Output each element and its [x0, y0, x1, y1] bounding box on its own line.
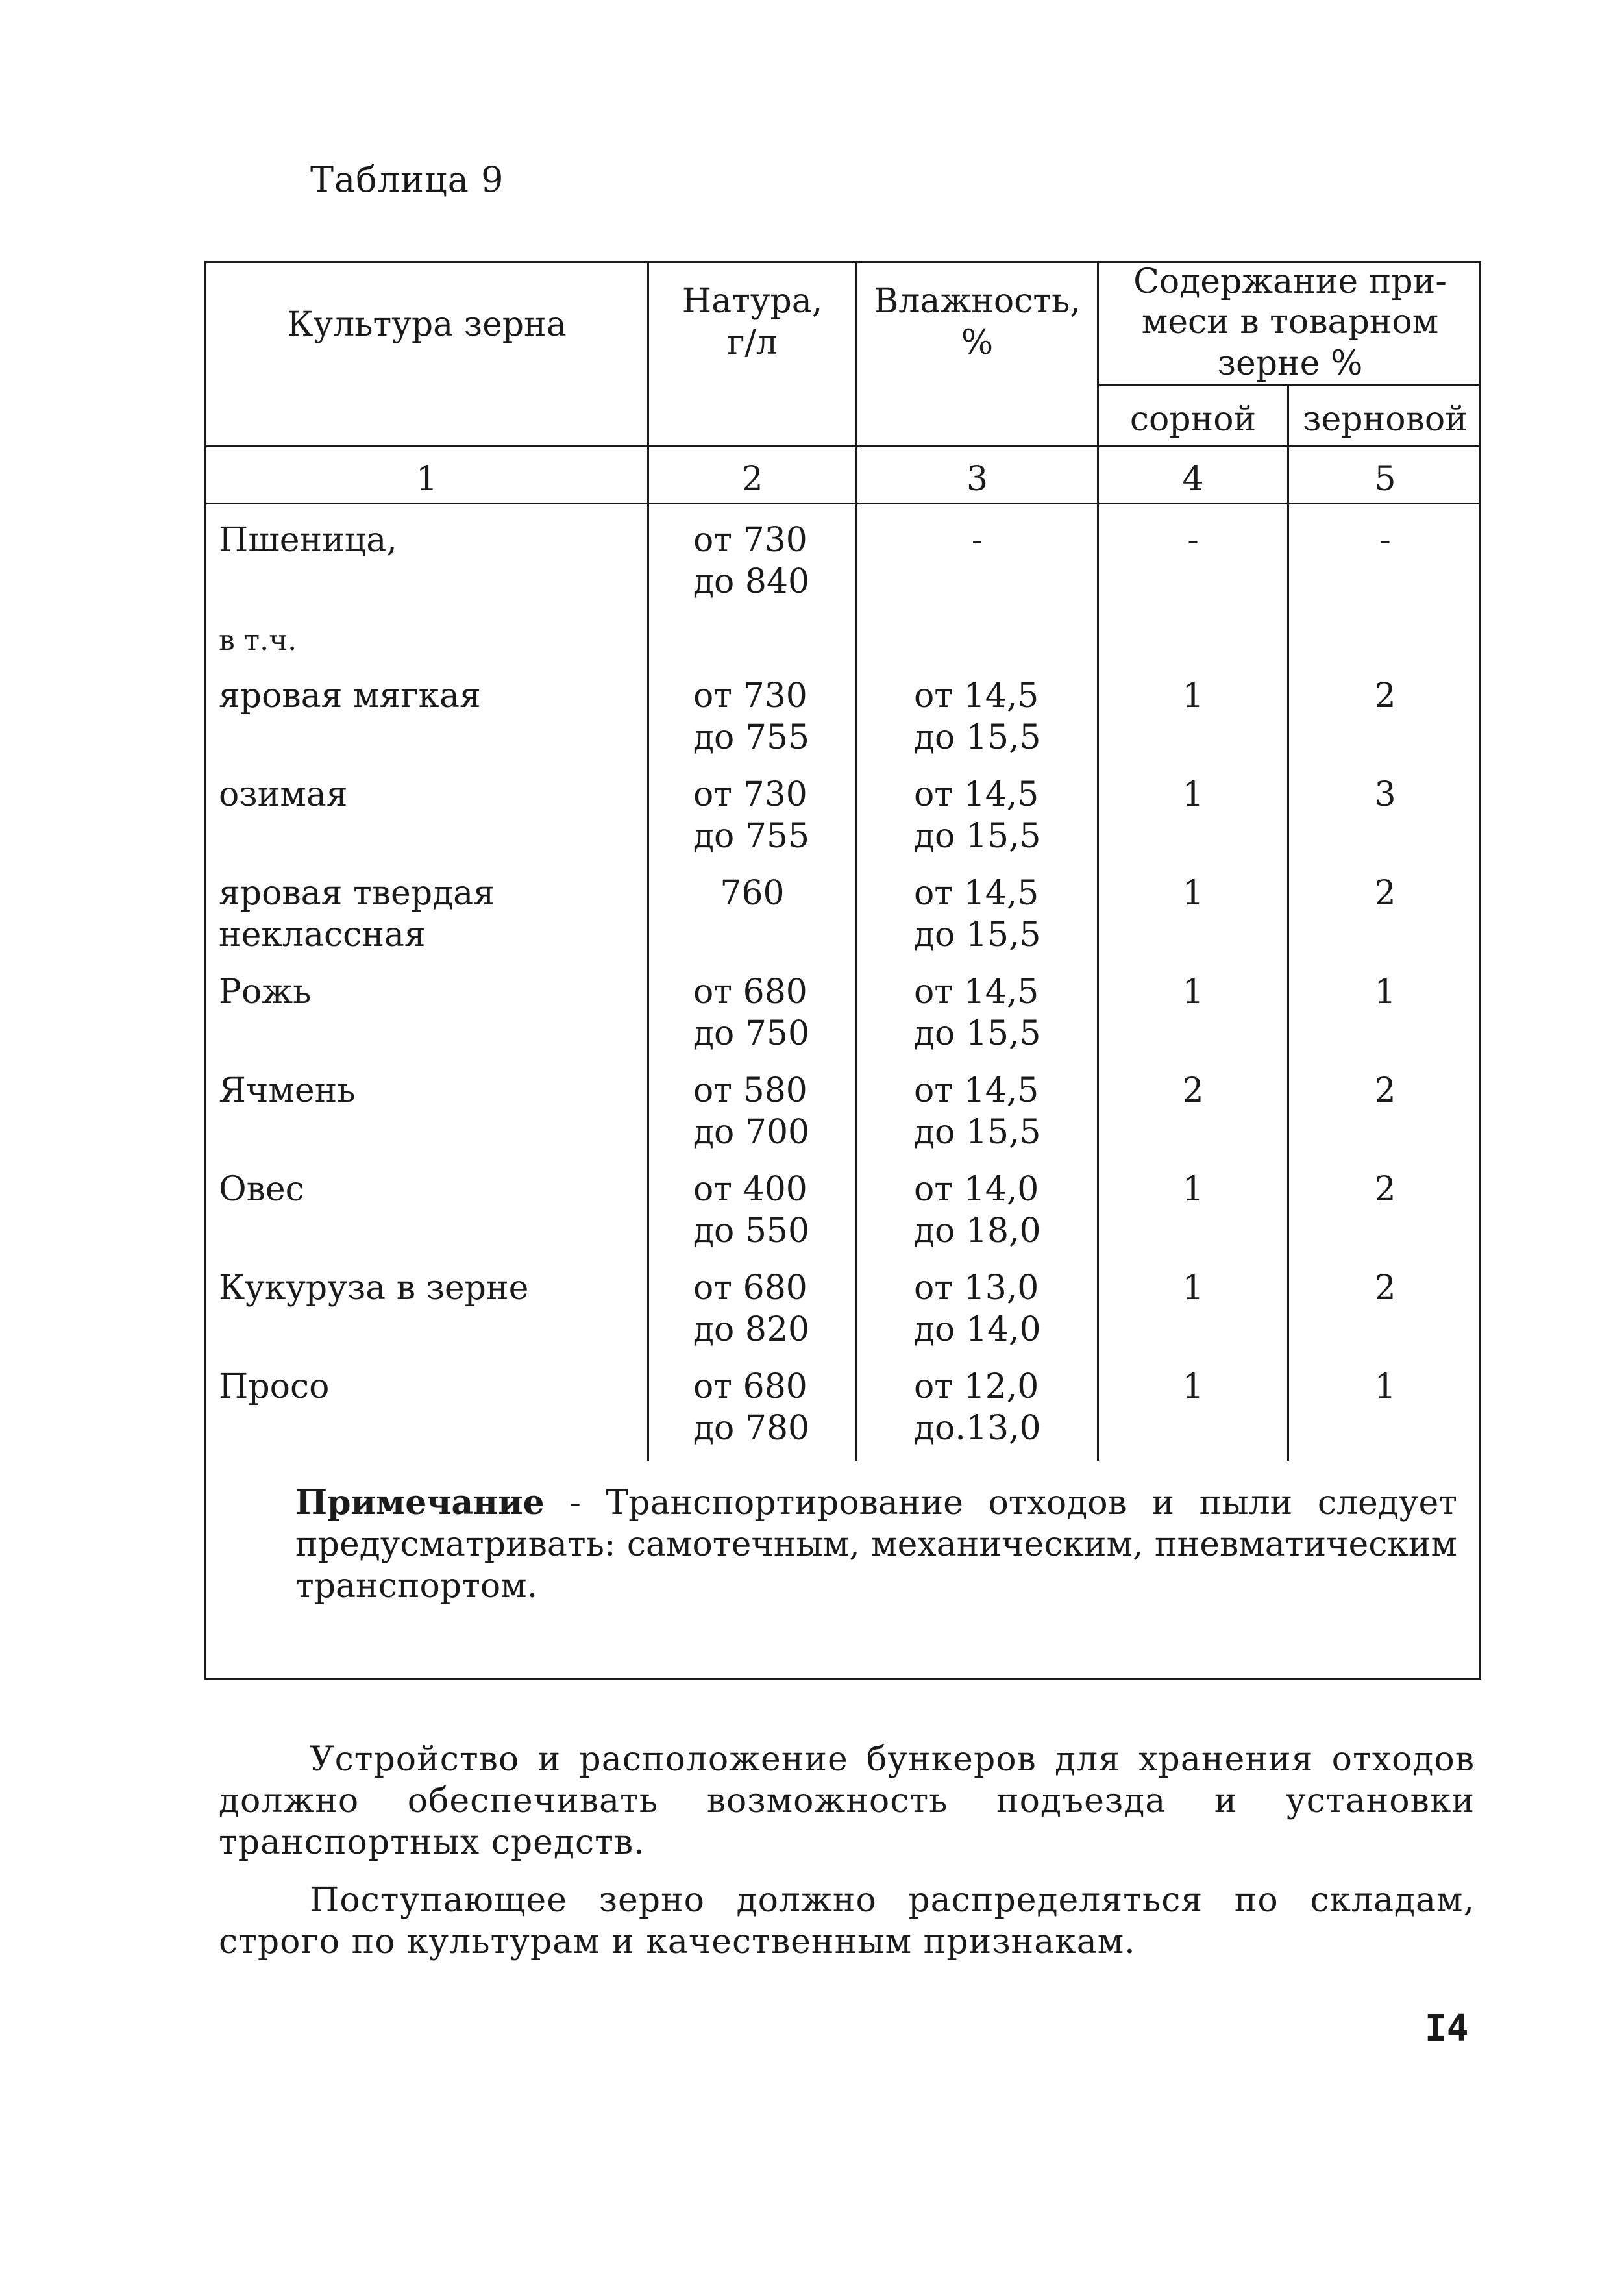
row-natura-from: от 680: [693, 1269, 807, 1308]
row-natura-from: от 680: [693, 973, 807, 1012]
row-grain-impurity: 3: [1374, 775, 1396, 814]
body-paragraph: Устройство и расположение бункеров для хранения отходов должно обеспечивать возможность подъезда и установки транспортных средств.: [219, 1740, 1475, 1862]
column-divider-2: [855, 261, 857, 1461]
row-natura-to: до 750: [693, 1014, 810, 1053]
table-note: [295, 1482, 1457, 1607]
row-natura-from: от 730: [693, 775, 807, 814]
note-label: Примечание: [295, 1483, 545, 1522]
row-weed-impurity: 1: [1182, 1170, 1204, 1209]
column-number: 2: [741, 460, 763, 499]
header-impurity-line3: зерне %: [1217, 344, 1363, 383]
row-natura-to: до 820: [693, 1310, 810, 1349]
row-culture-name: яровая твердая: [219, 874, 495, 913]
row-grain-impurity: -: [1379, 521, 1391, 560]
header-grain: зерновой: [1303, 400, 1468, 439]
row-natura-from: от 400: [693, 1170, 807, 1209]
row-humidity-from: от 14,0: [914, 1170, 1039, 1209]
page-number: I4: [1425, 2007, 1469, 2050]
row-grain-impurity: 1: [1374, 973, 1396, 1012]
row-natura-to: до 700: [693, 1113, 810, 1152]
row-natura-from: от 730: [693, 677, 807, 715]
row-humidity-to: до 15,5: [914, 1014, 1041, 1053]
row-humidity-from: от 14,5: [914, 775, 1039, 814]
header-bottom-rule: [204, 445, 1481, 447]
row-weed-impurity: -: [1187, 521, 1199, 560]
row-natura-from: от 680: [693, 1367, 807, 1406]
row-weed-impurity: 1: [1182, 874, 1204, 913]
row-natura-to: до 550: [693, 1211, 810, 1250]
row-culture-name: Рожь: [219, 973, 312, 1012]
header-natura-line2: г/л: [727, 323, 778, 362]
row-humidity-to: до.13,0: [914, 1409, 1041, 1448]
row-weed-impurity: 1: [1182, 775, 1204, 814]
row-humidity-from: от 14,5: [914, 874, 1039, 913]
row-grain-impurity: 1: [1374, 1367, 1396, 1406]
header-humidity-line2: %: [961, 323, 994, 362]
row-culture-name-line2: неклассная: [219, 915, 426, 954]
row-grain-impurity: 2: [1374, 874, 1396, 913]
column-numbers-bottom-rule: [204, 503, 1481, 504]
row-humidity-from: от 14,5: [914, 973, 1039, 1012]
row-natura-from: от 580: [693, 1071, 807, 1110]
row-weed-impurity: 1: [1182, 1269, 1204, 1308]
row-culture-name: Пшеница,: [219, 521, 397, 560]
row-grain-impurity: 2: [1374, 1071, 1396, 1110]
row-humidity-to: до 15,5: [914, 718, 1041, 757]
row-grain-impurity: 2: [1374, 1170, 1396, 1209]
table-caption: Таблица 9: [310, 159, 504, 200]
header-weed: сорной: [1129, 400, 1257, 439]
row-culture-name: Кукуруза в зерне: [219, 1269, 529, 1308]
row-humidity-to: до 18,0: [914, 1211, 1041, 1250]
column-number: 4: [1182, 460, 1204, 499]
row-humidity-from: от 14,5: [914, 677, 1039, 715]
row-natura-to: до 755: [693, 718, 810, 757]
row-humidity-from: -: [971, 521, 983, 560]
header-impurity-line1: Содержание при-: [1133, 262, 1447, 301]
row-humidity-from: от 12,0: [914, 1367, 1039, 1406]
body-paragraph: Поступающее зерно должно распределяться по складам, строго по культурам и качественным признакам.: [219, 1881, 1475, 1961]
row-culture-name: Просо: [219, 1367, 330, 1406]
row-humidity-to: до 14,0: [914, 1310, 1041, 1349]
row-humidity-to: до 15,5: [914, 915, 1041, 954]
row-weed-impurity: 1: [1182, 973, 1204, 1012]
row-natura-to: до 755: [693, 817, 810, 856]
row-culture-name: Ячмень: [219, 1071, 356, 1110]
row-humidity-from: от 13,0: [914, 1269, 1039, 1308]
row-weed-impurity: 2: [1182, 1071, 1204, 1110]
column-number: 1: [415, 460, 438, 499]
row-culture-name: озимая: [219, 775, 348, 814]
row-culture-name: Овес: [219, 1170, 304, 1209]
row-grain-impurity: 2: [1374, 1269, 1396, 1308]
row-humidity-to: до 15,5: [914, 1113, 1041, 1152]
row-natura-from: от 730: [693, 521, 807, 560]
row-natura-to: до 780: [693, 1409, 810, 1448]
row-weed-impurity: 1: [1182, 677, 1204, 715]
header-humidity-line1: Влажность,: [874, 282, 1081, 321]
header-impurity-line2: меси в товарном: [1141, 303, 1439, 342]
column-divider-1: [647, 261, 649, 1461]
row-culture-name: яровая мягкая: [219, 677, 481, 715]
column-number: 5: [1374, 460, 1396, 499]
row-natura-value: 760: [720, 874, 785, 913]
row-grain-impurity: 2: [1374, 677, 1396, 715]
row-weed-impurity: 1: [1182, 1367, 1204, 1406]
header-culture: Культура зерна: [287, 305, 567, 344]
header-natura-line1: Натура,: [682, 282, 823, 321]
row-humidity-from: от 14,5: [914, 1071, 1039, 1110]
column-number: 3: [966, 460, 989, 499]
row-humidity-to: до 15,5: [914, 817, 1041, 856]
row-culture-name: в т.ч.: [219, 624, 297, 657]
row-natura-to: до 840: [693, 562, 810, 601]
note-text: - Транспортирование отходов и пыли следует предусматривать: самотечным, механическим, пневматическим транспортом.: [295, 1484, 1457, 1606]
